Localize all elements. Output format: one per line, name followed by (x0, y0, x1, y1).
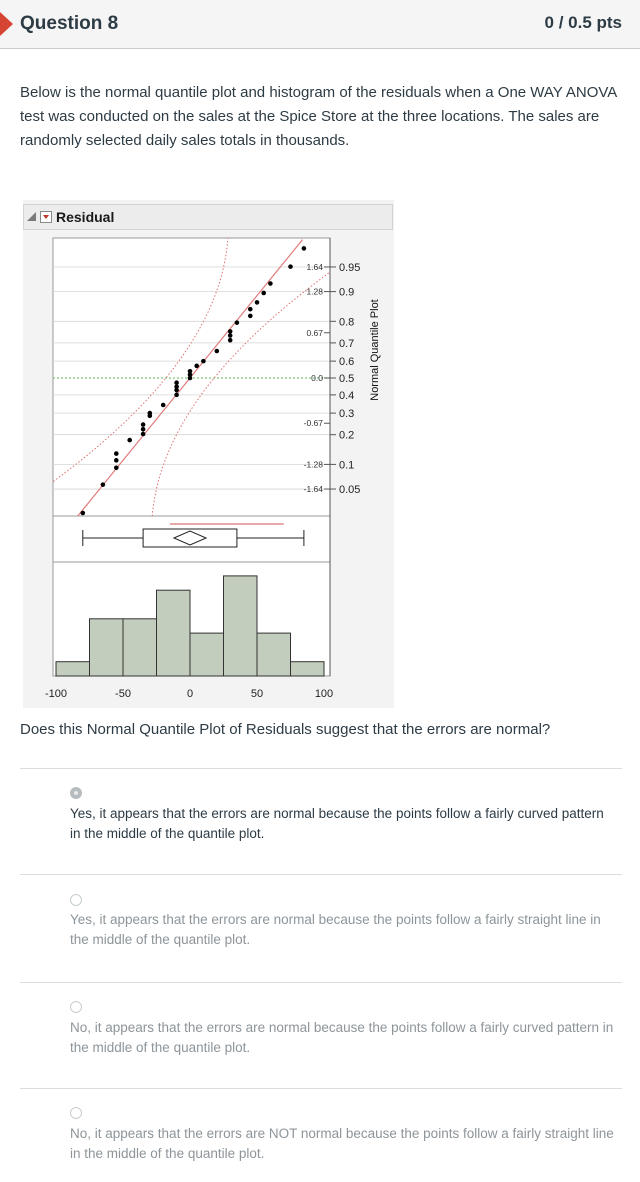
quantile-point (81, 511, 86, 516)
residual-figure (23, 200, 394, 708)
answer-text: Yes, it appears that the errors are normal because the points follow a fairly curved pattern in the middle of the quantile plot. (70, 806, 604, 841)
x-tick-label: -100 (44, 688, 68, 700)
quantile-point (194, 364, 199, 369)
answer-divider (20, 874, 622, 875)
x-tick-label: 100 (314, 688, 334, 700)
quantile-point (248, 314, 253, 319)
quantile-point (248, 307, 253, 312)
quantile-point (268, 281, 273, 286)
quantile-point (161, 403, 166, 408)
radio-button[interactable] (70, 1107, 82, 1119)
question-prompt: Does this Normal Quantile Plot of Residuals suggest that the errors are normal? (20, 721, 551, 738)
quantile-point (141, 432, 146, 437)
quantile-plot-side-label: Normal Quantile Plot (369, 299, 381, 401)
prob-tick-label: 0.5 (339, 373, 355, 385)
quantile-point (228, 333, 233, 338)
quantile-point (101, 482, 106, 487)
x-tick-label: 0 (186, 688, 194, 700)
quantile-point (201, 359, 206, 364)
quantile-point (174, 384, 179, 389)
histogram-bar (157, 590, 191, 676)
histogram-bar (123, 619, 157, 676)
quantile-point (228, 338, 233, 343)
quantile-point (255, 300, 260, 305)
question-header (0, 0, 640, 49)
quantile-point (261, 291, 266, 296)
quantile-point (141, 422, 146, 427)
histogram-bar (190, 633, 224, 676)
z-tick-label: -1.64 (303, 484, 323, 495)
figure-header (23, 204, 393, 230)
z-tick-label: -1.28 (303, 459, 323, 470)
residual-chart (23, 200, 394, 708)
radio-button[interactable] (70, 894, 82, 906)
quantile-point (235, 320, 240, 325)
answer-text: No, it appears that the errors are NOT normal because the points follow a fairly straight line in the middle of the quantile plot. (70, 1126, 614, 1161)
answer-divider (20, 982, 622, 983)
prob-tick-label: 0.8 (339, 316, 355, 329)
quantile-point (114, 465, 119, 470)
histogram-bar (56, 662, 90, 676)
z-tick-label: 0.67 (306, 327, 323, 338)
histogram-bar (90, 619, 124, 676)
z-tick-label: 1.64 (306, 261, 323, 272)
prob-tick-label: 0.95 (339, 261, 361, 274)
z-tick-label: 0.0 (311, 373, 323, 383)
disclosure-triangle-icon[interactable] (27, 212, 36, 221)
answer-text: No, it appears that the errors are normal because the points follow a fairly curved pattern in the middle of the quantile plot. (70, 1020, 614, 1055)
question-points: 0 / 0.5 pts (544, 13, 622, 32)
radio-button[interactable] (70, 787, 82, 799)
radio-button[interactable] (70, 1001, 82, 1013)
prob-tick-label: 0.1 (339, 459, 355, 472)
quantile-point (302, 246, 307, 251)
prob-tick-label: 0.9 (339, 286, 355, 299)
plot-frame (53, 238, 330, 676)
answer-divider (20, 768, 622, 769)
prob-tick-label: 0.3 (339, 408, 355, 421)
prob-tick-label: 0.2 (339, 429, 355, 442)
prob-tick-label: 0.6 (339, 356, 355, 369)
answer-text: Yes, it appears that the errors are normal because the points follow a fairly straight line in the middle of the quantile plot. (70, 912, 601, 947)
quantile-point (174, 380, 179, 385)
x-tick-label: -50 (115, 688, 131, 700)
z-tick-label: 1.28 (306, 286, 323, 297)
answer-divider (20, 1088, 622, 1089)
flag-icon[interactable] (0, 12, 13, 36)
quantile-point (215, 349, 220, 354)
quantile-point (127, 438, 132, 443)
box-iqr (143, 529, 237, 547)
question-intro: Below is the normal quantile plot and histogram of the residuals when a One WAY ANOVA test was conducted on the sales at the Spice Store at the three locations. The sales are randomly selected daily sales totals in thousands. (20, 84, 617, 149)
quantile-point (141, 427, 146, 432)
prob-tick-label: 0.7 (339, 337, 355, 350)
z-tick-label: -0.67 (303, 418, 323, 429)
quantile-point (114, 451, 119, 456)
quantile-point (148, 411, 153, 416)
quantile-point (228, 329, 233, 334)
x-tick-label: 50 (250, 688, 264, 700)
red-triangle-menu-icon[interactable] (40, 211, 52, 223)
histogram-bar (224, 576, 258, 676)
quantile-point (114, 458, 119, 463)
quantile-point (188, 369, 193, 374)
histogram-bar (291, 662, 325, 676)
figure-title: Residual (56, 209, 115, 225)
quantile-point (174, 393, 179, 398)
histogram-bar (257, 633, 291, 676)
question-title: Question 8 (20, 13, 119, 34)
prob-tick-label: 0.4 (339, 389, 355, 402)
prob-tick-label: 0.05 (339, 484, 361, 497)
quantile-point (288, 264, 293, 269)
